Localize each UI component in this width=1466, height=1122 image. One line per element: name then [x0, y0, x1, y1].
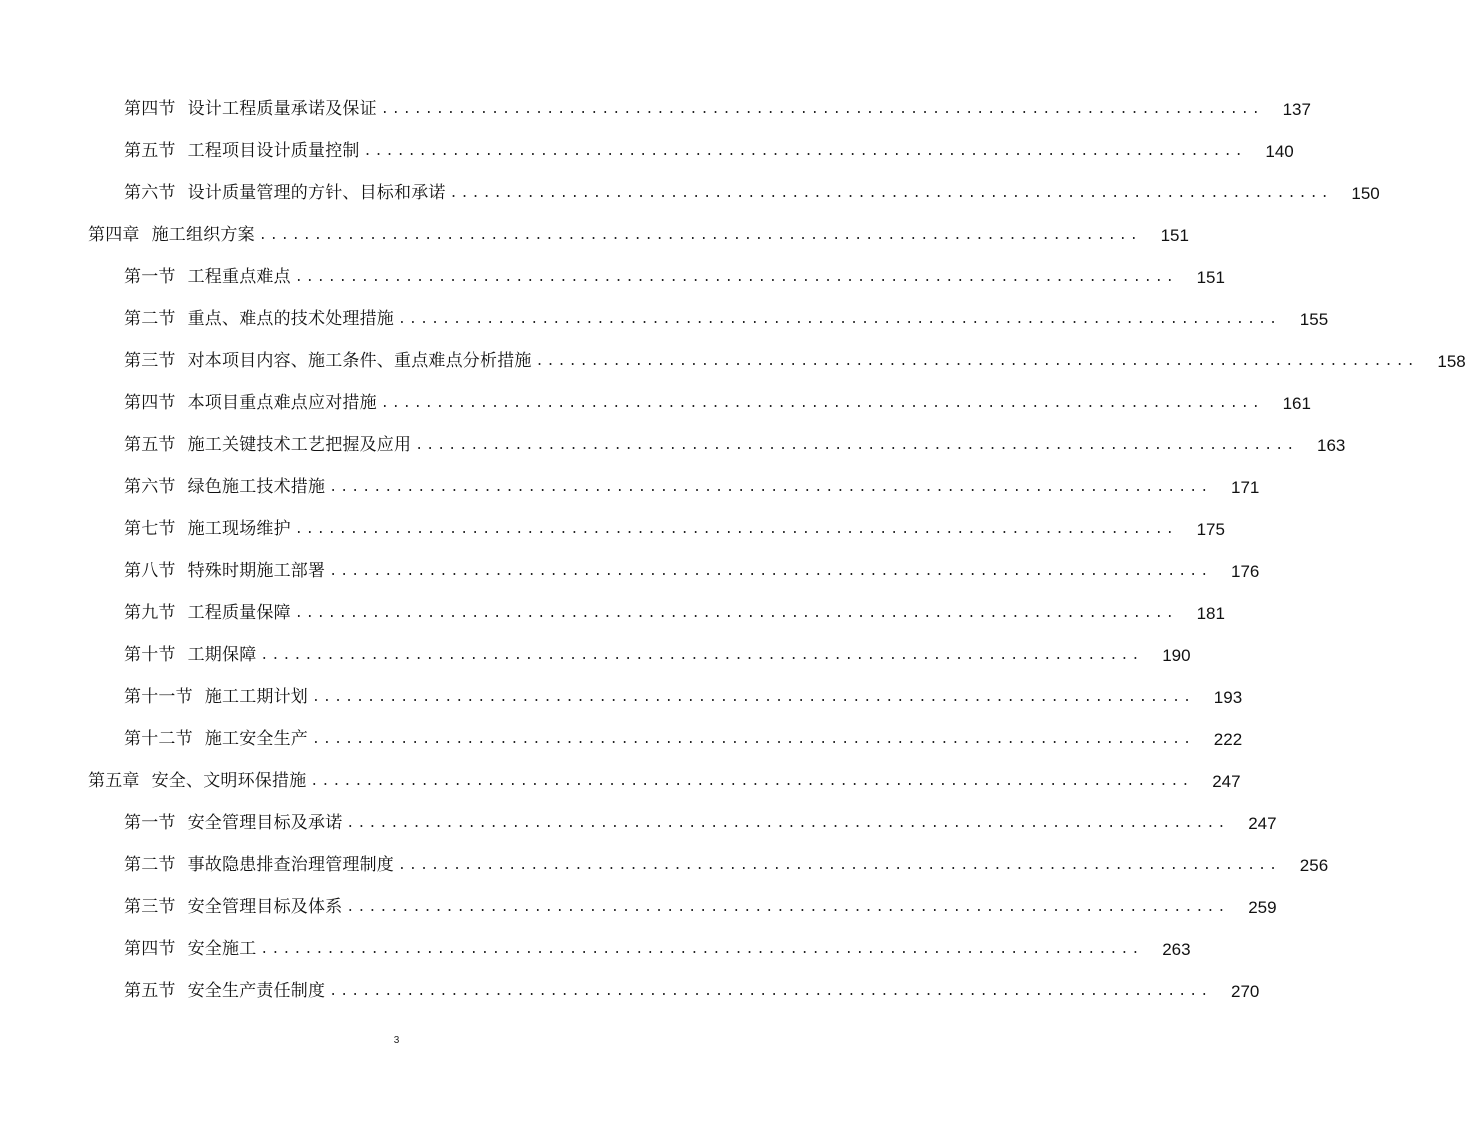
dot-leader: ................................................................................ [260, 941, 1143, 957]
toc-entry-title: 特殊时期施工部署 [187, 560, 326, 581]
toc-entry-title: 安全管理目标及承诺 [187, 812, 343, 833]
dot-leader: ................................................................................ [258, 227, 1141, 243]
dot-leader: ................................................................................ [535, 353, 1418, 369]
dot-leader: ................................................................................ [312, 731, 1195, 747]
dot-leader: ................................................................................ [346, 899, 1229, 915]
toc-entry[interactable] [0, 634, 1191, 676]
toc-entry-title: 施工关键技术工艺把握及应用 [187, 434, 412, 455]
toc-entry-title: 安全管理目标及体系 [187, 896, 343, 917]
toc-entry-page: 176 [1230, 561, 1260, 581]
dot-leader: ................................................................................ [329, 479, 1212, 495]
toc-entry-label: 第五节 [124, 140, 176, 161]
toc-entry-label: 第四节 [124, 938, 176, 959]
toc-entry[interactable] [0, 592, 1225, 634]
toc-entry-page: 171 [1230, 477, 1260, 497]
toc-entry-label: 第七节 [124, 518, 176, 539]
dot-leader: ................................................................................ [380, 395, 1263, 411]
toc-entry-title: 安全、文明环保措施 [151, 770, 307, 791]
toc-entry-page: 193 [1213, 687, 1243, 707]
dot-leader: ................................................................................ [294, 521, 1177, 537]
dot-leader: ................................................................................ [329, 563, 1212, 579]
toc-entry-label: 第五节 [124, 434, 176, 455]
toc-entry-label: 第四节 [124, 98, 176, 119]
dot-leader: ................................................................................ [363, 143, 1246, 159]
toc-entry-page: 247 [1248, 813, 1277, 833]
toc-entry-title: 施工安全生产 [204, 728, 309, 749]
toc-entry-label: 第二节 [124, 854, 176, 875]
toc-entry[interactable] [0, 802, 1277, 844]
toc-entry-page: 256 [1299, 855, 1329, 875]
dot-leader: ................................................................................ [312, 689, 1195, 705]
toc-entry-page: 158 [1437, 351, 1466, 371]
toc-entry-page: 247 [1212, 771, 1241, 791]
dot-leader: ................................................................................ [449, 185, 1332, 201]
toc-entry[interactable] [0, 676, 1243, 718]
toc-entry[interactable] [0, 298, 1329, 340]
toc-entry-page: 259 [1248, 897, 1277, 917]
toc-entry-page: 151 [1196, 267, 1225, 287]
toc-entry-title: 工程重点难点 [187, 266, 291, 287]
toc-entry-page: 151 [1160, 225, 1189, 245]
toc-entry-title: 本项目重点难点应对措施 [187, 392, 377, 413]
toc-entry-title: 施工工期计划 [204, 686, 309, 707]
toc-entry-title: 工程质量保障 [187, 602, 291, 623]
toc-entry[interactable] [0, 508, 1225, 550]
toc-entry-title: 安全施工 [187, 938, 257, 959]
toc-entry-page: 137 [1282, 99, 1311, 119]
toc-entry-title: 对本项目内容、施工条件、重点难点分析措施 [187, 350, 532, 371]
toc-chapter-entry[interactable] [0, 760, 1241, 802]
toc-entry-label: 第五节 [124, 980, 176, 1001]
toc-entry-page: 175 [1196, 519, 1225, 539]
toc-entry-title: 设计质量管理的方针、目标和承诺 [187, 182, 446, 203]
dot-leader: ................................................................................ [310, 773, 1193, 789]
toc-entry-title: 事故隐患排查治理管理制度 [187, 854, 395, 875]
toc-entry-page: 263 [1162, 939, 1191, 959]
toc-entry-title: 安全生产责任制度 [187, 980, 326, 1001]
table-of-contents [0, 88, 1466, 1012]
dot-leader: ................................................................................ [294, 605, 1177, 621]
toc-entry-page: 155 [1299, 309, 1329, 329]
toc-entry-label: 第三节 [124, 896, 176, 917]
toc-entry-label: 第六节 [124, 182, 176, 203]
toc-entry-label: 第一节 [124, 812, 176, 833]
toc-entry[interactable] [0, 928, 1191, 970]
toc-entry-page: 181 [1196, 603, 1225, 623]
toc-entry[interactable] [0, 172, 1380, 214]
toc-entry-title: 工期保障 [187, 644, 257, 665]
toc-chapter-entry[interactable] [0, 214, 1189, 256]
dot-leader: ................................................................................ [294, 269, 1177, 285]
toc-entry[interactable] [0, 382, 1311, 424]
toc-entry[interactable] [0, 130, 1294, 172]
dot-leader: ................................................................................ [380, 101, 1263, 117]
toc-entry[interactable] [0, 550, 1260, 592]
toc-entry-label: 第四章 [88, 224, 140, 245]
toc-entry-title: 重点、难点的技术处理措施 [187, 308, 395, 329]
toc-entry[interactable] [0, 340, 1466, 382]
toc-entry-label: 第四节 [124, 392, 176, 413]
toc-entry-title: 工程项目设计质量控制 [187, 140, 360, 161]
dot-leader: ................................................................................ [260, 647, 1143, 663]
page-number: 3 [393, 1035, 400, 1046]
toc-entry-label: 第十节 [124, 644, 176, 665]
toc-entry-label: 第十二节 [124, 728, 193, 749]
toc-entry[interactable] [0, 424, 1346, 466]
toc-entry[interactable] [0, 466, 1260, 508]
dot-leader: ................................................................................ [346, 815, 1229, 831]
toc-entry[interactable] [0, 970, 1260, 1012]
toc-entry-label: 第五章 [88, 770, 140, 791]
toc-entry-label: 第八节 [124, 560, 176, 581]
toc-entry-page: 190 [1162, 645, 1191, 665]
toc-entry-label: 第九节 [124, 602, 176, 623]
toc-entry-page: 222 [1213, 729, 1243, 749]
dot-leader: ................................................................................ [329, 983, 1212, 999]
toc-entry-title: 绿色施工技术措施 [187, 476, 326, 497]
dot-leader: ................................................................................ [398, 311, 1281, 327]
toc-entry-page: 163 [1316, 435, 1346, 455]
toc-entry[interactable] [0, 844, 1329, 886]
dot-leader: ................................................................................ [415, 437, 1298, 453]
toc-entry[interactable] [0, 718, 1243, 760]
toc-entry-title: 设计工程质量承诺及保证 [187, 98, 377, 119]
toc-entry-page: 140 [1265, 141, 1294, 161]
toc-entry-page: 270 [1230, 981, 1260, 1001]
toc-entry-page: 161 [1282, 393, 1311, 413]
toc-entry-label: 第六节 [124, 476, 176, 497]
dot-leader: ................................................................................ [398, 857, 1281, 873]
toc-entry-label: 第十一节 [124, 686, 193, 707]
toc-entry-label: 第二节 [124, 308, 176, 329]
toc-entry-title: 施工现场维护 [187, 518, 291, 539]
toc-entry-label: 第一节 [124, 266, 176, 287]
toc-entry[interactable] [0, 88, 1311, 130]
toc-entry-title: 施工组织方案 [151, 224, 255, 245]
toc-entry-page: 150 [1351, 183, 1380, 203]
toc-entry[interactable] [0, 256, 1225, 298]
toc-entry-label: 第三节 [124, 350, 176, 371]
toc-entry[interactable] [0, 886, 1277, 928]
